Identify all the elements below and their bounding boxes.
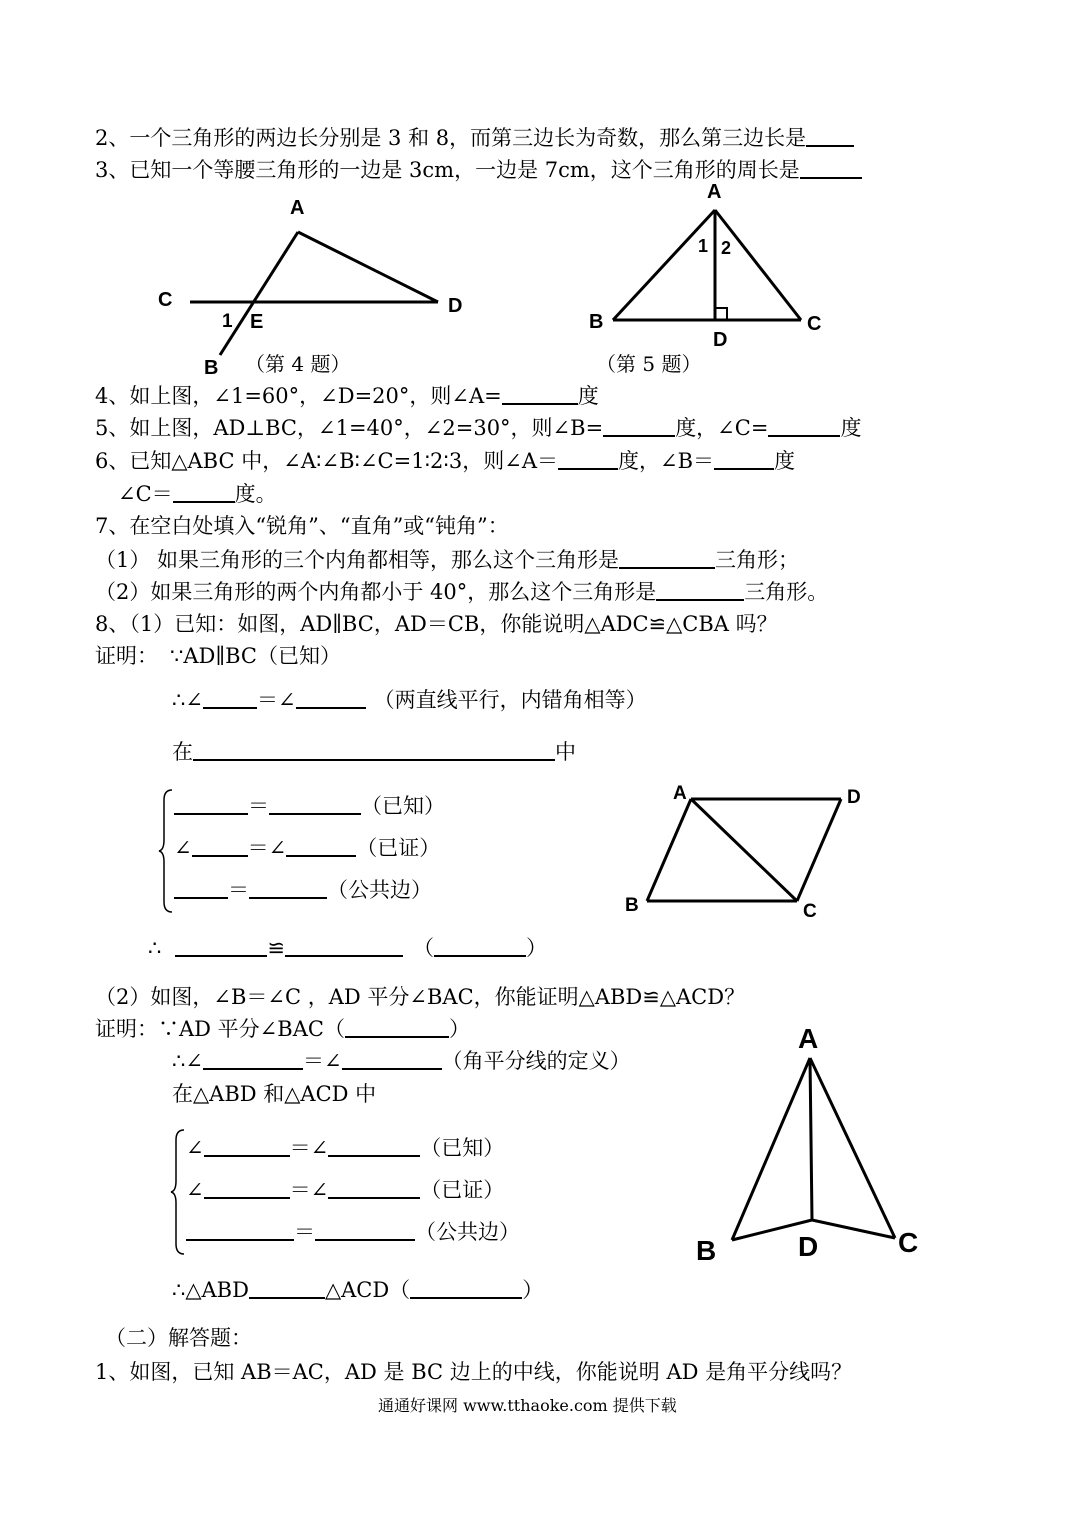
eq-angle: ＝∠ — [256, 688, 296, 712]
proof-2-row-3 — [186, 1218, 520, 1246]
side-ac — [810, 1058, 895, 1238]
unit-text: 度 — [840, 416, 862, 440]
question-4 — [95, 382, 599, 410]
label-d: D — [448, 295, 463, 317]
because-line: ∵AD∥BC（已知） — [170, 644, 341, 668]
angle-sign: ∠ — [186, 1178, 204, 1202]
angle-sign: ∠ — [186, 1136, 204, 1160]
answer-blank[interactable] — [204, 1135, 290, 1157]
label-1: 1 — [222, 311, 233, 332]
question-7-2-text: （2）如果三角形的两个内角都小于 40°，那么这个三角形是 — [95, 580, 657, 604]
label-c: C — [803, 901, 817, 922]
answer-blank[interactable] — [806, 125, 854, 147]
eq-angle: ＝∠ — [247, 836, 287, 860]
answer-blank[interactable] — [173, 481, 235, 503]
section-2-title: （二）解答题： — [105, 1326, 252, 1350]
conclusion-text-2: △ACD（ — [324, 1278, 411, 1302]
question-7-1 — [95, 546, 799, 574]
label-d: D — [847, 787, 861, 808]
label-d: D — [713, 329, 728, 351]
side-ad — [298, 232, 438, 302]
answer-blank[interactable] — [656, 579, 744, 601]
answer-blank[interactable] — [285, 935, 403, 957]
figure-5 — [585, 174, 845, 354]
question-8-step1 — [172, 686, 647, 714]
answer-blank[interactable] — [296, 687, 366, 709]
unit-text: 度 — [577, 384, 599, 408]
side-ab — [732, 1058, 810, 1240]
side-ac — [715, 210, 801, 320]
question-7-2 — [95, 578, 828, 606]
proof-2-row-1 — [186, 1134, 504, 1162]
answer-blank[interactable] — [192, 835, 248, 857]
unit-text: 度 — [774, 449, 796, 473]
answer-blank[interactable] — [768, 415, 840, 437]
question-7-2-end: 三角形。 — [744, 580, 829, 604]
answer-blank[interactable] — [714, 448, 774, 470]
angle-sign: ∠ — [174, 836, 192, 860]
question-2 — [95, 124, 854, 152]
answer-blank[interactable] — [193, 739, 555, 761]
answer-blank[interactable] — [269, 793, 361, 815]
reason-text: （已证） — [356, 836, 441, 860]
answer-blank[interactable] — [286, 835, 356, 857]
label-c: C — [158, 289, 173, 311]
question-7-1-end: 三角形； — [715, 548, 800, 572]
side-dc — [797, 799, 841, 901]
label-a: A — [673, 783, 687, 804]
answer-blank[interactable] — [502, 383, 578, 405]
paren-close: ） — [525, 936, 547, 960]
answer-blank[interactable] — [186, 1219, 294, 1241]
label-b: B — [696, 1235, 717, 1266]
figure-8-2 — [690, 1010, 930, 1270]
diagonal-ac — [691, 799, 797, 901]
conclusion-text: ∴△ABD — [172, 1278, 249, 1302]
label-a: A — [798, 1023, 819, 1054]
label-b: B — [589, 311, 604, 333]
eq-angle: ＝∠ — [289, 1178, 329, 1202]
answer-blank[interactable] — [315, 1219, 415, 1241]
therefore-angle: ∴∠ — [172, 688, 203, 712]
eq-sign: ＝ — [248, 794, 269, 818]
congruent-sign: ≌ — [267, 936, 285, 960]
answer-blank[interactable] — [558, 448, 618, 470]
proof-row-3 — [174, 876, 432, 904]
side-ba — [647, 799, 691, 901]
question-8-2-line1 — [95, 1015, 470, 1043]
paren-close: ） — [522, 1278, 544, 1302]
question-8-given — [95, 642, 341, 670]
eq-angle: ＝∠ — [302, 1049, 342, 1073]
label-b: B — [625, 895, 639, 916]
answer-blank[interactable] — [410, 1277, 522, 1299]
eq-sign: ＝ — [294, 1220, 315, 1244]
question-6-text: 6、已知△ABC 中，∠A∶∠B∶∠C=1∶2∶3，则∠A＝ — [95, 449, 558, 473]
answer-blank[interactable] — [328, 1135, 420, 1157]
paren-close: ） — [448, 1017, 470, 1041]
label-2: 2 — [721, 238, 732, 258]
label-a: A — [290, 197, 305, 219]
reason-text: （公共边） — [415, 1220, 520, 1244]
question-3-text: 3、已知一个等腰三角形的一边是 3cm，一边是 7cm，这个三角形的周长是 — [95, 158, 800, 182]
bisector-ad — [810, 1058, 812, 1220]
eq-sign: ＝ — [228, 878, 249, 902]
in-text: 在 — [172, 740, 193, 764]
proof-2-row-2 — [186, 1176, 504, 1204]
answer-blank[interactable] — [174, 877, 228, 899]
answer-question-1: 1、如图，已知 AB＝AC，AD 是 BC 边上的中线，你能说明 AD 是角平分线吗？ — [95, 1360, 853, 1384]
reason-text: （公共边） — [327, 878, 432, 902]
label-b: B — [204, 357, 219, 379]
label-c: C — [898, 1227, 919, 1258]
right-angle-mark — [715, 308, 727, 320]
zhong-text: 中 — [555, 740, 576, 764]
eq-angle: ＝∠ — [289, 1136, 329, 1160]
brace-icon — [170, 1128, 186, 1256]
answer-blank[interactable] — [603, 415, 675, 437]
question-8-in — [172, 738, 576, 766]
question-6-text-3: ∠C＝ — [118, 482, 173, 506]
therefore-angle: ∴∠ — [172, 1049, 203, 1073]
reason-text: （已知） — [361, 794, 445, 818]
side-ab — [613, 210, 715, 320]
paren-open: （ — [412, 936, 434, 960]
question-8-2-title: （2）如图，∠B＝∠C ，AD 平分∠BAC，你能证明△ABD≌△ACD？ — [95, 985, 746, 1009]
question-6 — [95, 447, 795, 475]
line-ab — [220, 232, 298, 355]
proof-given: 证明：∵AD 平分∠BAC（ — [95, 1017, 345, 1041]
answer-blank[interactable] — [204, 1177, 290, 1199]
question-7-1-text: （1） 如果三角形的三个内角都相等，那么这个三角形是 — [95, 548, 620, 572]
label-a: A — [707, 181, 722, 203]
reason-text: （角平分线的定义） — [441, 1049, 631, 1073]
question-5-text: 5、如上图，AD⊥BC，∠1=40°，∠2=30°，则∠B= — [95, 416, 604, 440]
reason-text: （已知） — [420, 1136, 505, 1160]
label-c: C — [807, 313, 822, 335]
question-5-text-2: 度，∠C= — [675, 416, 769, 440]
proof-label: 证明： — [95, 644, 158, 668]
question-6-cont — [118, 480, 277, 508]
proof-row-2 — [174, 834, 440, 862]
segment-dc — [812, 1220, 895, 1238]
answer-blank[interactable] — [249, 1277, 325, 1299]
question-8-2-line2 — [172, 1047, 631, 1075]
figure-4-caption: （第 4 题） — [245, 352, 351, 376]
question-4-text: 4、如上图，∠1=60°，∠D=20°，则∠A= — [95, 384, 502, 408]
brace-icon — [158, 788, 174, 914]
figure-5-caption: （第 5 题） — [596, 352, 702, 376]
question-2-text: 2、一个三角形的两边长分别是 3 和 8，而第三边长为奇数，那么第三边长是 — [95, 126, 807, 150]
answer-blank[interactable] — [249, 877, 327, 899]
unit-text: 度。 — [234, 482, 277, 506]
answer-blank[interactable] — [328, 1177, 420, 1199]
label-d: D — [798, 1231, 819, 1262]
figure-8-1 — [615, 775, 875, 925]
reason-text: （两直线平行，内错角相等） — [373, 688, 647, 712]
question-8-conclusion — [148, 934, 547, 962]
reason-text: （已证） — [420, 1178, 505, 1202]
question-6-text-2: 度，∠B＝ — [618, 449, 715, 473]
answer-blank[interactable] — [203, 1048, 303, 1070]
proof-row-1 — [174, 792, 445, 820]
question-8-title: 8、（1）已知：如图，AD∥BC，AD＝CB，你能说明△ADC≌△CBA 吗？ — [95, 612, 778, 636]
answer-blank[interactable] — [345, 1016, 449, 1038]
question-5 — [95, 414, 861, 442]
answer-blank[interactable] — [203, 687, 257, 709]
page-footer: 通通好课网 www.tthaoke.com 提供下载 — [378, 1396, 677, 1415]
answer-blank[interactable] — [342, 1048, 442, 1070]
answer-blank[interactable] — [434, 935, 526, 957]
thus-sign: ∴ — [148, 936, 162, 960]
label-e: E — [250, 311, 264, 333]
answer-blank[interactable] — [619, 547, 715, 569]
question-7-title: 7、在空白处填入“锐角”、“直角”或“钝角”： — [95, 514, 509, 538]
answer-blank[interactable] — [174, 793, 248, 815]
question-8-2-line3: 在△ABD 和△ACD 中 — [172, 1082, 377, 1106]
label-1: 1 — [698, 236, 709, 256]
question-8-2-conclusion — [172, 1276, 543, 1304]
answer-blank[interactable] — [175, 935, 267, 957]
